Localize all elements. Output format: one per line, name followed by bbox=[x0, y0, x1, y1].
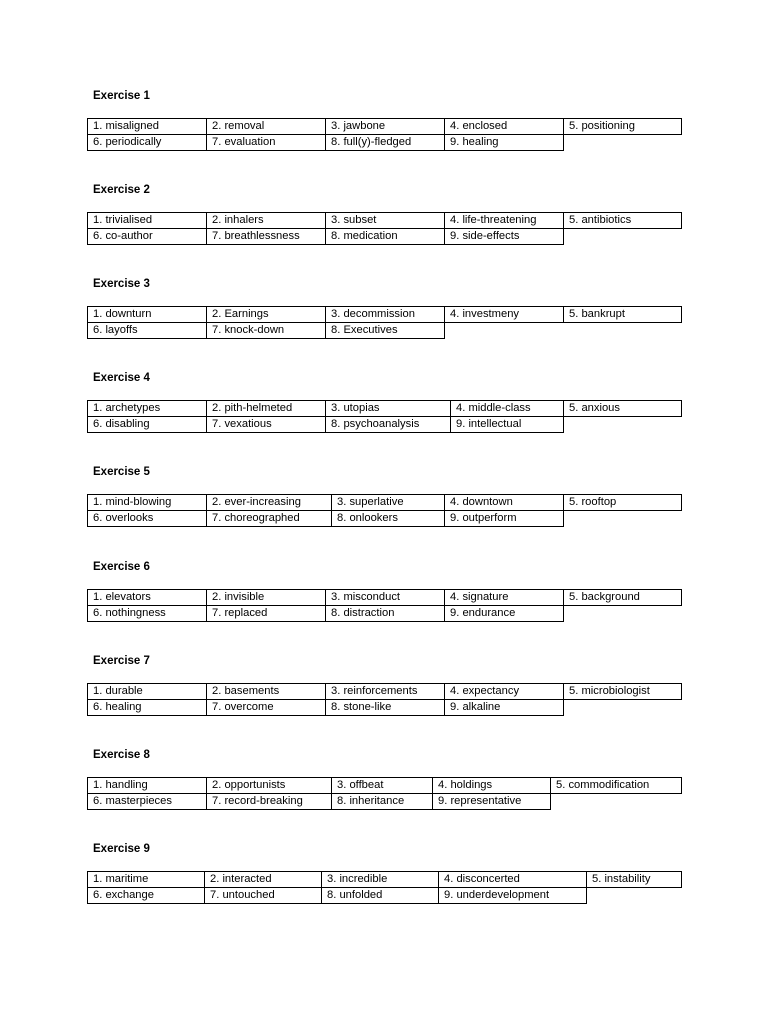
table-cell: 1. misaligned bbox=[87, 118, 207, 135]
table-cell: 7. breathlessness bbox=[206, 228, 326, 245]
table-cell: 5. commodification bbox=[550, 777, 682, 794]
table-cell: 2. opportunists bbox=[206, 777, 332, 794]
table-cell: 4. middle-class bbox=[450, 400, 564, 417]
table-cell: 4. signature bbox=[444, 589, 564, 606]
table-cell: 4. expectancy bbox=[444, 683, 564, 700]
table-cell: 8. inheritance bbox=[331, 793, 433, 810]
table-cell: 4. enclosed bbox=[444, 118, 564, 135]
table-cell: 5. anxious bbox=[563, 400, 682, 417]
table-cell: 3. superlative bbox=[331, 494, 445, 511]
table-cell: 8. stone-like bbox=[325, 699, 445, 716]
table-cell: 5. rooftop bbox=[563, 494, 682, 511]
table-cell: 8. unfolded bbox=[321, 887, 439, 904]
table-cell: 5. bankrupt bbox=[563, 306, 682, 323]
table-cell: 6. masterpieces bbox=[87, 793, 207, 810]
table-cell: 7. vexatious bbox=[206, 416, 326, 433]
exercise-title: Exercise 9 bbox=[93, 843, 150, 855]
table-cell: 9. endurance bbox=[444, 605, 564, 622]
table-cell: 7. overcome bbox=[206, 699, 326, 716]
exercise-title: Exercise 8 bbox=[93, 749, 150, 761]
table-cell: 6. healing bbox=[87, 699, 207, 716]
table-cell: 3. incredible bbox=[321, 871, 439, 888]
table-cell: 5. antibiotics bbox=[563, 212, 682, 229]
exercise-title: Exercise 3 bbox=[93, 278, 150, 290]
table-cell: 5. microbiologist bbox=[563, 683, 682, 700]
table-cell: 7. knock-down bbox=[206, 322, 326, 339]
table-cell: 9. alkaline bbox=[444, 699, 564, 716]
table-cell: 1. archetypes bbox=[87, 400, 207, 417]
table-cell: 8. medication bbox=[325, 228, 445, 245]
table-cell: 2. removal bbox=[206, 118, 326, 135]
table-cell: 8. full(y)-fledged bbox=[325, 134, 445, 151]
table-cell: 5. positioning bbox=[563, 118, 682, 135]
table-cell: 7. evaluation bbox=[206, 134, 326, 151]
exercise-title: Exercise 2 bbox=[93, 184, 150, 196]
table-cell: 3. subset bbox=[325, 212, 445, 229]
table-cell: 6. periodically bbox=[87, 134, 207, 151]
table-cell: 8. distraction bbox=[325, 605, 445, 622]
table-cell: 9. underdevelopment bbox=[438, 887, 587, 904]
table-cell: 3. decommission bbox=[325, 306, 445, 323]
table-cell: 7. replaced bbox=[206, 605, 326, 622]
table-cell: 1. downturn bbox=[87, 306, 207, 323]
table-cell: 3. jawbone bbox=[325, 118, 445, 135]
table-cell: 3. utopias bbox=[325, 400, 451, 417]
table-cell: 5. background bbox=[563, 589, 682, 606]
exercise-title: Exercise 4 bbox=[93, 372, 150, 384]
table-cell: 4. downtown bbox=[444, 494, 564, 511]
table-cell: 2. inhalers bbox=[206, 212, 326, 229]
table-cell: 2. Earnings bbox=[206, 306, 326, 323]
table-cell: 1. trivialised bbox=[87, 212, 207, 229]
table-cell: 2. invisible bbox=[206, 589, 326, 606]
table-cell: 2. interacted bbox=[204, 871, 322, 888]
exercise-title: Exercise 6 bbox=[93, 561, 150, 573]
table-cell: 1. durable bbox=[87, 683, 207, 700]
table-cell: 4. disconcerted bbox=[438, 871, 587, 888]
table-cell: 9. representative bbox=[432, 793, 551, 810]
table-cell: 3. offbeat bbox=[331, 777, 433, 794]
table-cell: 6. overlooks bbox=[87, 510, 207, 527]
table-cell: 5. instability bbox=[586, 871, 682, 888]
table-cell: 3. reinforcements bbox=[325, 683, 445, 700]
table-cell: 1. elevators bbox=[87, 589, 207, 606]
table-cell: 9. outperform bbox=[444, 510, 564, 527]
table-cell: 7. untouched bbox=[204, 887, 322, 904]
table-cell: 1. maritime bbox=[87, 871, 205, 888]
table-cell: 1. handling bbox=[87, 777, 207, 794]
table-cell: 8. onlookers bbox=[331, 510, 445, 527]
table-cell: 4. holdings bbox=[432, 777, 551, 794]
table-cell: 7. choreographed bbox=[206, 510, 332, 527]
table-cell: 9. healing bbox=[444, 134, 564, 151]
table-cell: 8. psychoanalysis bbox=[325, 416, 451, 433]
exercise-title: Exercise 5 bbox=[93, 466, 150, 478]
table-cell: 4. life-threatening bbox=[444, 212, 564, 229]
table-cell: 6. layoffs bbox=[87, 322, 207, 339]
table-cell: 2. basements bbox=[206, 683, 326, 700]
table-cell: 1. mind-blowing bbox=[87, 494, 207, 511]
exercise-title: Exercise 1 bbox=[93, 90, 150, 102]
table-cell: 9. intellectual bbox=[450, 416, 564, 433]
table-cell: 2. pith-helmeted bbox=[206, 400, 326, 417]
table-cell: 6. co-author bbox=[87, 228, 207, 245]
exercise-title: Exercise 7 bbox=[93, 655, 150, 667]
table-cell: 6. nothingness bbox=[87, 605, 207, 622]
table-cell: 7. record-breaking bbox=[206, 793, 332, 810]
table-cell: 6. exchange bbox=[87, 887, 205, 904]
table-cell: 3. misconduct bbox=[325, 589, 445, 606]
table-cell: 9. side-effects bbox=[444, 228, 564, 245]
table-cell: 2. ever-increasing bbox=[206, 494, 332, 511]
table-cell: 8. Executives bbox=[325, 322, 445, 339]
table-cell: 4. investmeny bbox=[444, 306, 564, 323]
table-cell: 6. disabling bbox=[87, 416, 207, 433]
